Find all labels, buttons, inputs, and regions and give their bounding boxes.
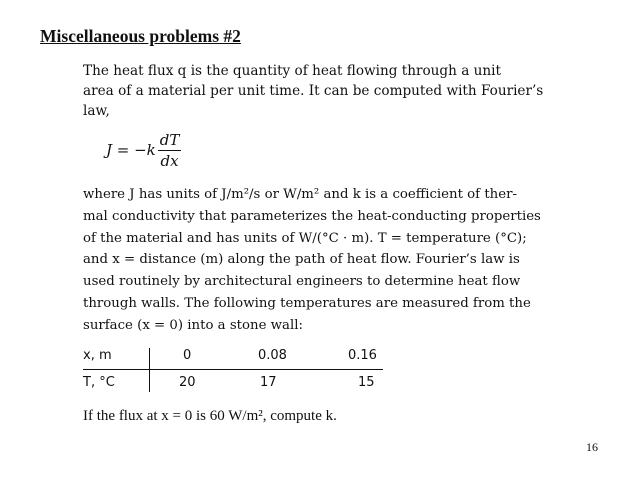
intro-paragraph: [83, 61, 543, 121]
row2-value: 15: [358, 375, 375, 390]
body-line-3: of the material and has units of W/(°C · m). T = temperature (°C);: [83, 230, 527, 246]
page-number: 16: [586, 440, 598, 454]
equation-fraction: [158, 131, 182, 170]
row1-label: x, m: [83, 348, 112, 363]
question-text: If the flux at x = 0 is 60 W/m², compute k.: [83, 408, 337, 424]
body-line-1: where J has units of J/m²/s or W/m² and k is a coefficient of ther-: [83, 187, 517, 202]
row2-value: 20: [179, 375, 196, 390]
table-vertical-rule: [149, 348, 150, 392]
equation-denominator: dx: [160, 151, 179, 170]
fourier-equation: [106, 128, 181, 172]
body-paragraph: [83, 184, 541, 337]
temperature-table: [83, 344, 383, 394]
equation-numerator: dT: [159, 130, 180, 149]
intro-line-2: area of a material per unit time. It can be computed with Fourier’s: [83, 83, 544, 99]
row1-value: 0: [183, 348, 192, 363]
intro-line-3: law,: [83, 103, 110, 119]
equation-lhs: J = −k: [106, 141, 156, 159]
slide-title: Miscellaneous problems #2: [40, 26, 241, 46]
intro-line-1: The heat flux q is the quantity of heat flowing through a unit: [83, 63, 501, 79]
body-line-6: through walls. The following temperatures are measured from the: [83, 295, 531, 311]
body-line-2: mal conductivity that parameterizes the heat-conducting properties: [83, 208, 541, 224]
row2-label: T, °C: [83, 375, 115, 390]
body-line-5: used routinely by architectural engineers to determine heat flow: [83, 274, 521, 290]
body-line-4: and x = distance (m) along the path of heat flow. Fourier’s law is: [83, 252, 520, 268]
row2-value: 17: [260, 375, 277, 390]
row1-value: 0.16: [348, 348, 377, 363]
table-horizontal-rule: [83, 369, 383, 370]
body-line-7: surface (x = 0) into a stone wall:: [83, 317, 303, 333]
row1-value: 0.08: [258, 348, 287, 363]
